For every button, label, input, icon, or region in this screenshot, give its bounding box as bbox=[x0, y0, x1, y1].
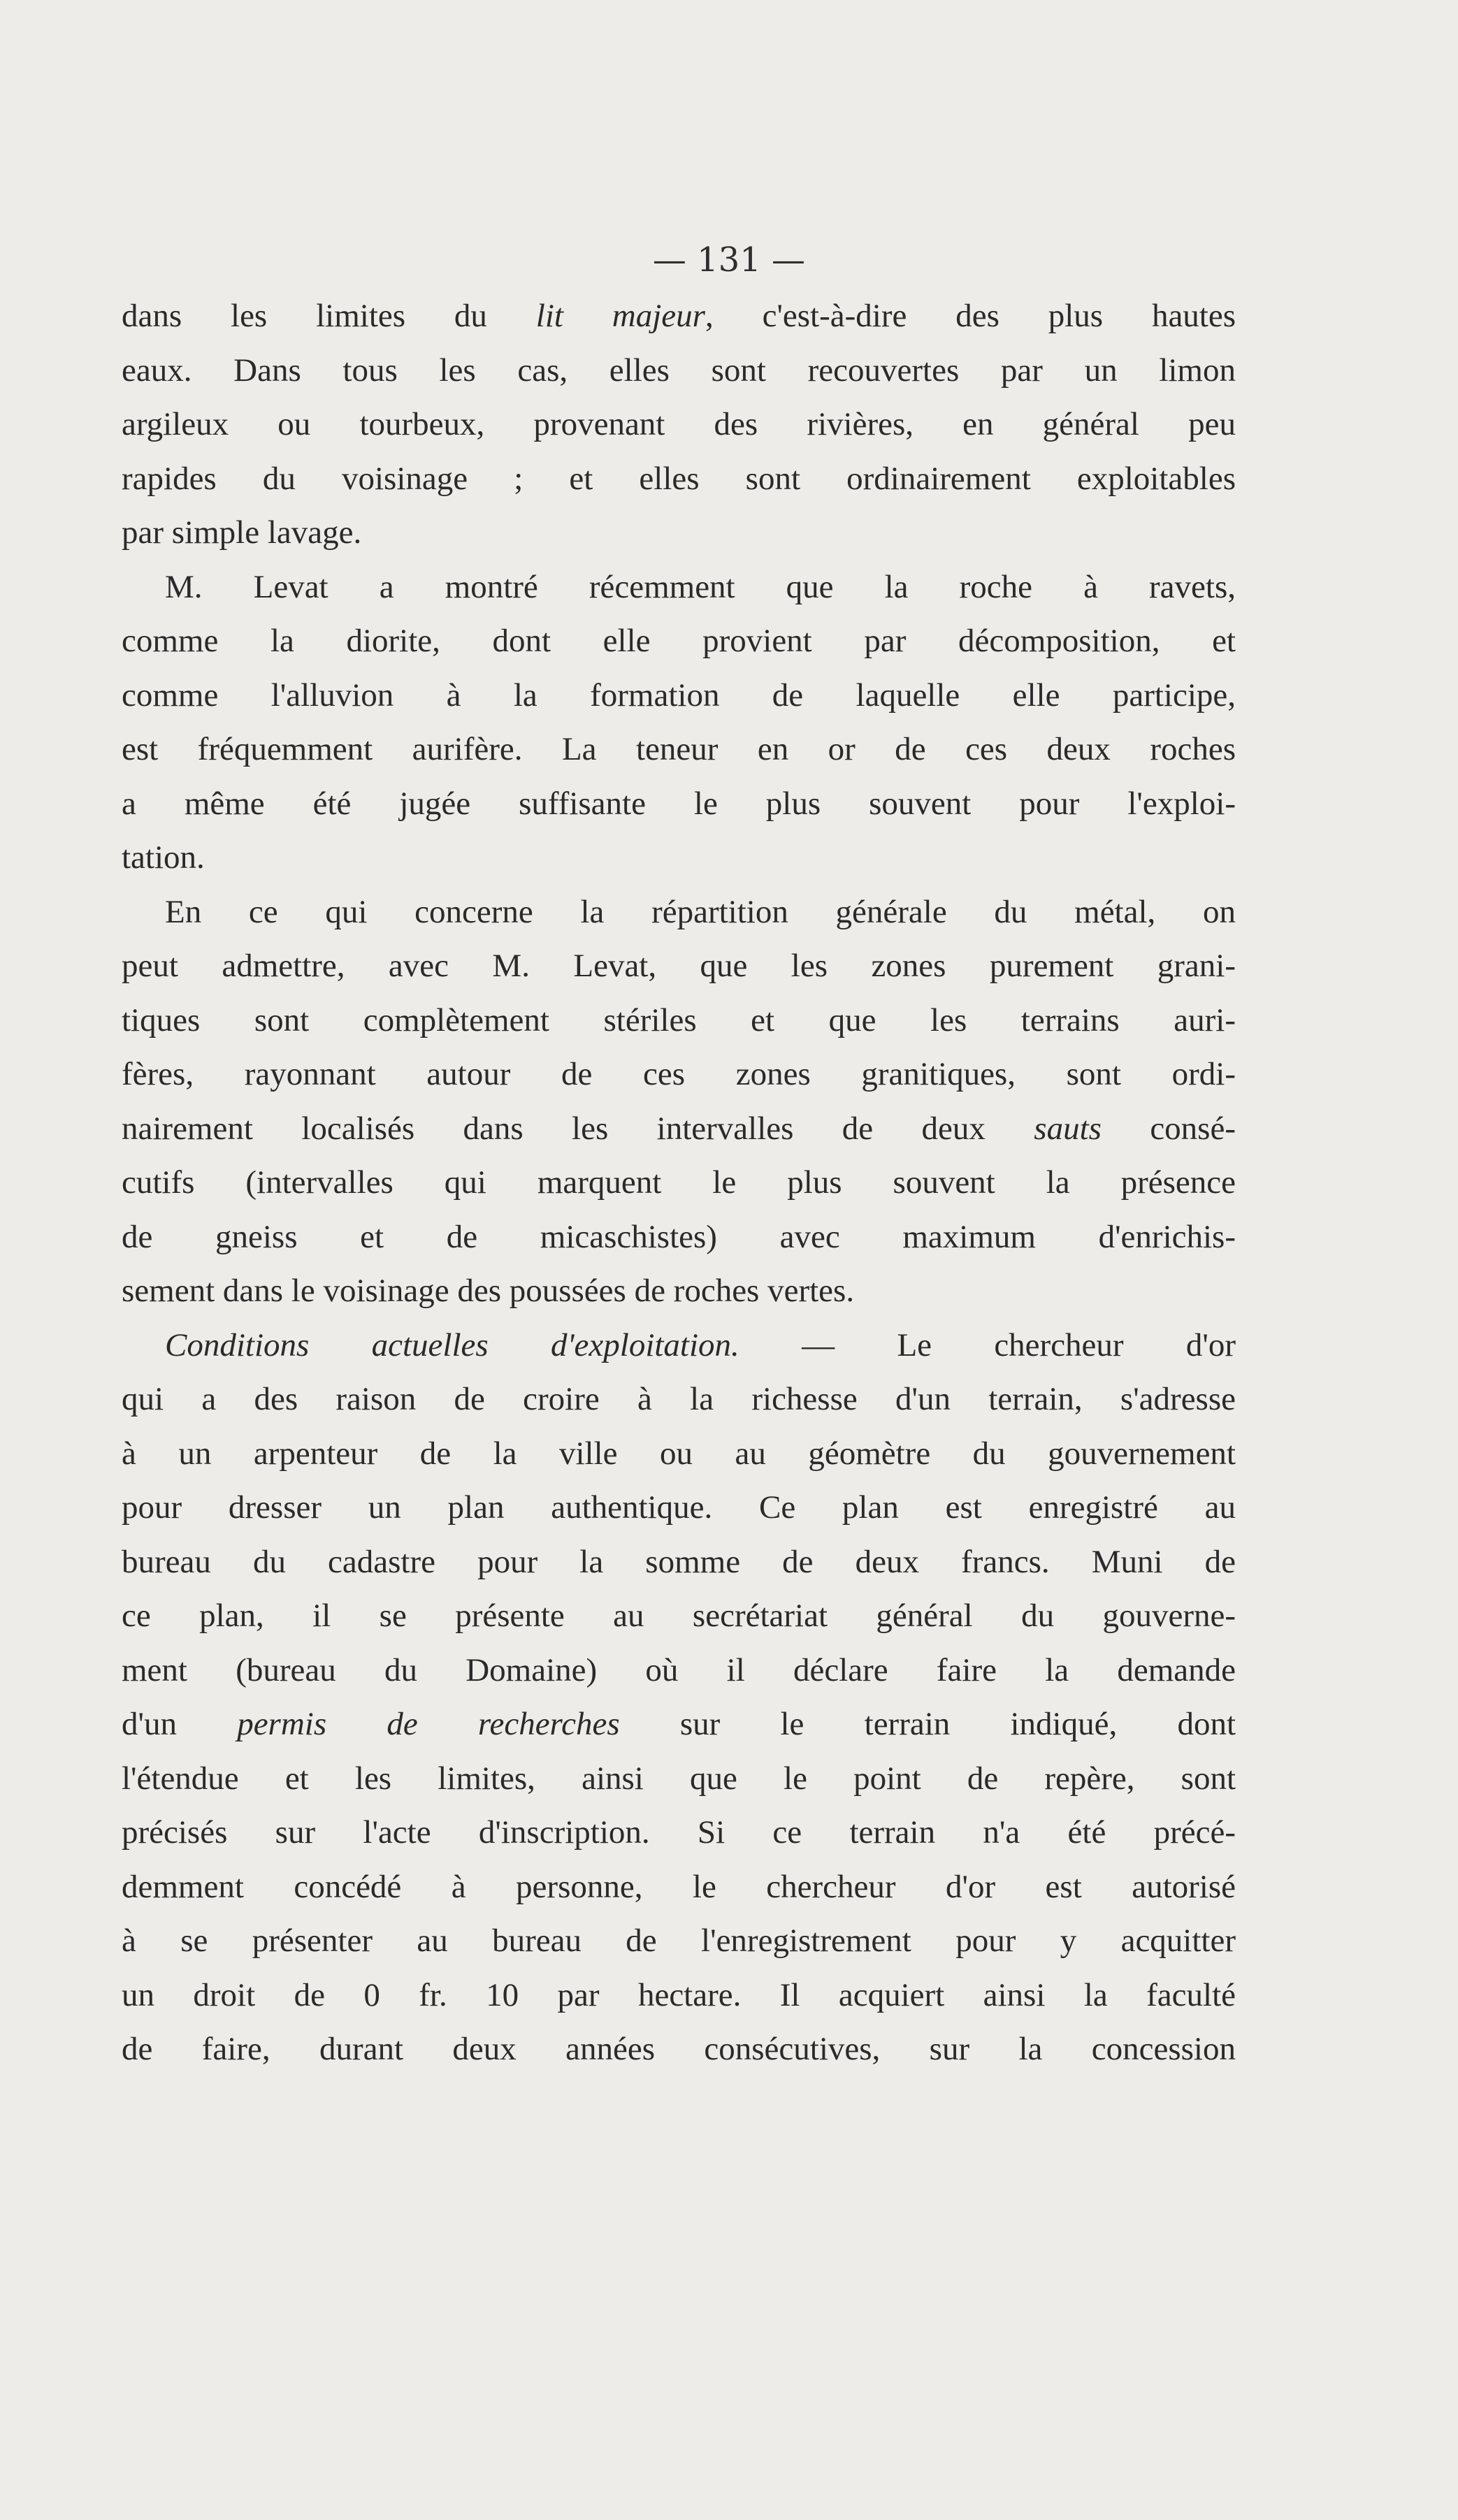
text-line bbox=[122, 939, 1236, 994]
text-span: de faire, durant deux années consécutives, sur la concession bbox=[122, 2031, 1236, 2067]
page-number: — 131 — bbox=[652, 240, 806, 280]
text-line bbox=[122, 994, 1236, 1048]
text-line bbox=[122, 1102, 1236, 1157]
text-span: consé- bbox=[1101, 1110, 1236, 1147]
text-span: , c'est-à-dire des plus hautes bbox=[705, 298, 1236, 334]
text-line bbox=[122, 2022, 1236, 2077]
italic-span: lit majeur bbox=[535, 298, 705, 334]
text-span: tiques sont complètement stériles et que les terrains auri- bbox=[122, 1001, 1236, 1038]
text-line bbox=[122, 1644, 1236, 1698]
text-line bbox=[122, 1048, 1236, 1102]
text-line bbox=[122, 1914, 1236, 1969]
text-line bbox=[122, 1969, 1236, 2023]
text-span: de gneiss et de micaschistes) avec maximum d'enrichis- bbox=[122, 1218, 1236, 1255]
italic-span: Conditions actuelles d'exploitation. bbox=[165, 1326, 739, 1363]
text-line bbox=[122, 1806, 1236, 1860]
text-span: pour dresser un plan authentique. Ce plan est enregistré au bbox=[122, 1489, 1236, 1526]
text-line bbox=[122, 669, 1236, 723]
text-line bbox=[122, 398, 1236, 452]
italic-span: sauts bbox=[1034, 1110, 1102, 1147]
text-line bbox=[122, 506, 1236, 560]
text-span: — Le chercheur d'or bbox=[739, 1326, 1236, 1363]
text-line bbox=[122, 1752, 1236, 1806]
text-span: bureau du cadastre pour la somme de deux francs. Muni de bbox=[122, 1543, 1236, 1580]
text-line bbox=[122, 1319, 1236, 1373]
text-span: est fréquemment aurifère. La teneur en or de ces deux roches bbox=[122, 731, 1236, 767]
text-line bbox=[122, 1373, 1236, 1427]
body-text bbox=[122, 289, 1236, 2077]
text-span: fères, rayonnant autour de ces zones granitiques, sont ordi- bbox=[122, 1056, 1236, 1092]
text-span: ce plan, il se présente au secrétariat général du gouverne- bbox=[122, 1598, 1236, 1634]
text-span: précisés sur l'acte d'inscription. Si ce terrain n'a été précé- bbox=[122, 1814, 1236, 1851]
text-span: a même été jugée suffisante le plus souvent pour l'exploi- bbox=[122, 785, 1236, 822]
text-span: sur le terrain indiqué, dont bbox=[619, 1706, 1236, 1742]
text-span: argileux ou tourbeux, provenant des rivières, en général peu bbox=[122, 406, 1236, 442]
text-span: comme la diorite, dont elle provient par décomposition, et bbox=[122, 623, 1236, 659]
text-span: à se présenter au bureau de l'enregistrement pour y acquitter bbox=[122, 1922, 1236, 1959]
text-line bbox=[122, 1860, 1236, 1915]
text-span: rapides du voisinage ; et elles sont ordinairement exploitables bbox=[122, 460, 1236, 497]
text-line bbox=[122, 1589, 1236, 1644]
text-line bbox=[122, 614, 1236, 669]
text-line bbox=[122, 777, 1236, 832]
text-span: un droit de 0 fr. 10 par hectare. Il acquiert ainsi la faculté bbox=[122, 1976, 1236, 2013]
text-span: nairement localisés dans les intervalles de deux bbox=[122, 1110, 1034, 1147]
text-span: par simple lavage. bbox=[122, 514, 362, 551]
text-span: ment (bureau du Domaine) où il déclare faire la demande bbox=[122, 1651, 1236, 1688]
text-line bbox=[122, 289, 1236, 344]
text-line bbox=[122, 560, 1236, 615]
text-line bbox=[122, 1481, 1236, 1535]
text-line bbox=[122, 1156, 1236, 1210]
text-line bbox=[122, 831, 1236, 885]
text-span: à un arpenteur de la ville ou au géomètre du gouvernement bbox=[122, 1435, 1236, 1472]
text-span: d'un bbox=[122, 1706, 238, 1742]
text-line bbox=[122, 1264, 1236, 1319]
text-line bbox=[122, 1210, 1236, 1265]
text-span: tation. bbox=[122, 839, 205, 876]
text-span: qui a des raison de croire à la richesse d'un terrain, s'adresse bbox=[122, 1381, 1236, 1417]
text-span: eaux. Dans tous les cas, elles sont recouvertes par un limon bbox=[122, 352, 1236, 389]
text-line bbox=[122, 723, 1236, 777]
text-span: En ce qui concerne la répartition générale du métal, on bbox=[165, 893, 1236, 930]
text-line bbox=[122, 1427, 1236, 1482]
italic-span: permis de recherches bbox=[237, 1706, 620, 1742]
text-line bbox=[122, 1697, 1236, 1752]
text-span: peut admettre, avec M. Levat, que les zones purement grani- bbox=[122, 948, 1236, 984]
text-line bbox=[122, 344, 1236, 398]
text-span: comme l'alluvion à la formation de laquelle elle participe, bbox=[122, 676, 1236, 714]
text-line bbox=[122, 1535, 1236, 1590]
text-span: M. Levat a montré récemment que la roche à ravets, bbox=[165, 568, 1236, 605]
text-span: sement dans le voisinage des poussées de roches vertes. bbox=[122, 1273, 855, 1309]
text-span: demment concédé à personne, le chercheur d'or est autorisé bbox=[122, 1868, 1236, 1905]
text-span: dans les limites du bbox=[122, 298, 536, 334]
text-line bbox=[122, 452, 1236, 507]
text-span: l'étendue et les limites, ainsi que le point de repère, sont bbox=[122, 1760, 1236, 1797]
text-line bbox=[122, 885, 1236, 940]
text-span: cutifs (intervalles qui marquent le plus souvent la présence bbox=[122, 1164, 1236, 1201]
